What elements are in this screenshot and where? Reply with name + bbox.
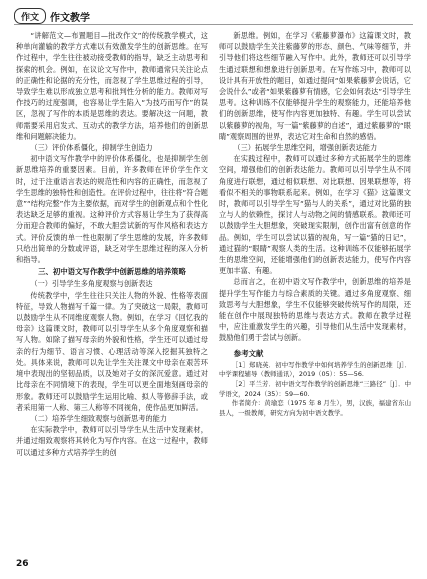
section-badge: 作文 xyxy=(14,8,46,24)
page-number: 26 xyxy=(16,559,29,569)
author-bio: 作者简介：黄瑜恋（1975 年 8 月生），男，汉族，福建省东山县人，一级教师，研究方向为初中语文教学。 xyxy=(219,399,411,417)
section-heading: 三、初中语文写作教学中创新思维的培养策略 xyxy=(38,267,186,277)
subheading: （三）拓展学生思维空间，增强创新表达能力 xyxy=(233,143,378,153)
left-column xyxy=(16,30,208,458)
reference-item: ［2］平兰芳．初中语文写作教学的创新思维“三路径”［J］．中学语文，2024（35）：59—60. xyxy=(219,380,411,398)
paragraph: 传统教学中，学生往往只关注人物的外貌、性格等表面特征，导致人物描写千篇一律。为了突破这一局限，教师可以鼓励学生从不同维度观察人物。例如，在学习《回忆我的母亲》这篇课文时，教师可以引导学生从多个角度观察和描写人物。如除了描写母亲的外貌和性格，学生还可以通过母亲的行为细节、语言习惯、心理活动等深入挖掘其独特之处。具体来说，教师可以先让学生关注课文中母亲在艰苦环境中表现出的坚韧品质，以及她对子女的深沉爱意。通过对比母亲在不同情境下的表现，学生可以更全面地刻画母亲的形象。教师还可以鼓励学生运用比喻、拟人等修辞手法，或者采用第一人称、第三人称等不同视角，使作品更加鲜活。 xyxy=(16,290,208,412)
right-column xyxy=(219,30,411,418)
subheading: （一）引导学生多角度观察与创新表达 xyxy=(30,279,153,289)
subheading: （三）评价体系僵化，抑制学生创造力 xyxy=(30,143,153,153)
paragraph: 初中语文写作教学中的评价体系僵化，也是抑制学生创新思维培养的重要因素。目前，许多教师在评价学生作文时，过于注重语言表达的规范性和内容的正确性，而忽视了学生思维的独特性和创造性。在评价过程中，往往将“符合题意”“结构完整”作为主要依据，而对学生的创新观点和个性化表达缺乏足够的重视。这种评价方式容易让学生为了获得高分而迎合教师的偏好，不敢大胆尝试新的写作风格和表达方式。评价反馈的单一性也限制了学生思维的发展，许多教师只给出简单的分数或评语，缺乏对学生思维过程的深入分析和指导。 xyxy=(16,154,208,265)
references-title: 参考文献 xyxy=(233,348,264,358)
paragraph: “讲解范文—布置题目—批改作文”的传统教学模式，这种单向灌输的教学方式难以有效激发学生的创新思维。在写作过程中，学生往往被动接受教师的指导，缺乏主动思考和探索的机会。例如，在议论文写作中，教师通常只关注论点的正确性和论据的充分性，而忽视了学生思维过程的引导，导致学生难以形成独立思考和批判性分析的能力。教师对写作技巧的过度强调，也容易让学生陷入“为技巧而写作”的误区，忽视了写作的本质是思维的表达。要解决这一问题，教师需要采用启发式、互动式的教学方法，培养他们的创新思维和问题解决能力。 xyxy=(16,31,208,141)
page-header xyxy=(14,6,90,26)
paragraph: 新思维。例如，在学习《紫藤萝瀑布》这篇课文时，教师可以鼓励学生关注紫藤萝的形态、颜色、气味等细节，并引导他们将这些细节融入写作中。此外，教师还可以引导学生通过联想和想象进行创新思考。在写作练习中，教师可以设计具有开放性的题目，如通过提问“如果紫藤萝会说话，它会说什么”或者“如果紫藤萝有情感，它会如何表达”引导学生思考。这种训练不仅能够提升学生的观察能力，还能培养他们的创新思维，使写作内容更加独特、有趣。学生可以尝试以紫藤萝的视角，写一篇“紫藤萝的自述”，通过紫藤萝的“眼睛”观察周围的世界，表达它对生命和自然的感悟。 xyxy=(219,31,411,141)
paragraph: 在实践过程中，教师可以通过多种方式拓展学生的思维空间，增强他们的创新表达能力。教师可以引导学生从不同角度进行联想，通过相似联想、对比联想、因果联想等，将看似不相关的事物联系起来。例如，在学习《猫》这篇课文时，教师可以引导学生写“猫与人的关系”，通过对比猫的独立与人的依赖性，探讨人与动物之间的情感联系。教师还可以鼓励学生大胆想象，突破现实限制，创作出富有创意的作品。例如，学生可以尝试以猫的视角，写一篇“猫的日记”，通过猫的“眼睛”观察人类的生活。这种训练不仅能够拓展学生的思维空间，还能增强他们的创新表达能力，使写作内容更加丰富、有趣。 xyxy=(219,154,411,276)
paragraph: 在实际教学中，教师可以引导学生从生活中发现素材，并通过细致观察将其转化为写作内容。在这一过程中，教师可以通过多种方式培养学生的创 xyxy=(16,425,208,457)
reference-item: ［1］郑晓英．初中写作教学中如何培养学生的创新思维［J］．中学课程辅导（教师通讯），2019（05）：55—56. xyxy=(219,360,411,379)
subheading: （二）培养学生细致观察与创新思考的能力 xyxy=(30,413,167,423)
paragraph: 总而言之，在初中语文写作教学中，创新思维的培养是提升学生写作能力与综合素质的关键。通过多角度观察、细致思考与大胆想象，学生不仅能够突破传统写作的局限，还能在创作中展现独特的思维与表达方式。教师在教学过程中，应注重激发学生的兴趣，引导他们从生活中发现素材，鼓励他们勇于尝试与创新。 xyxy=(219,277,411,343)
header-divider xyxy=(14,24,413,25)
section-title: 作文教学 xyxy=(50,12,91,24)
